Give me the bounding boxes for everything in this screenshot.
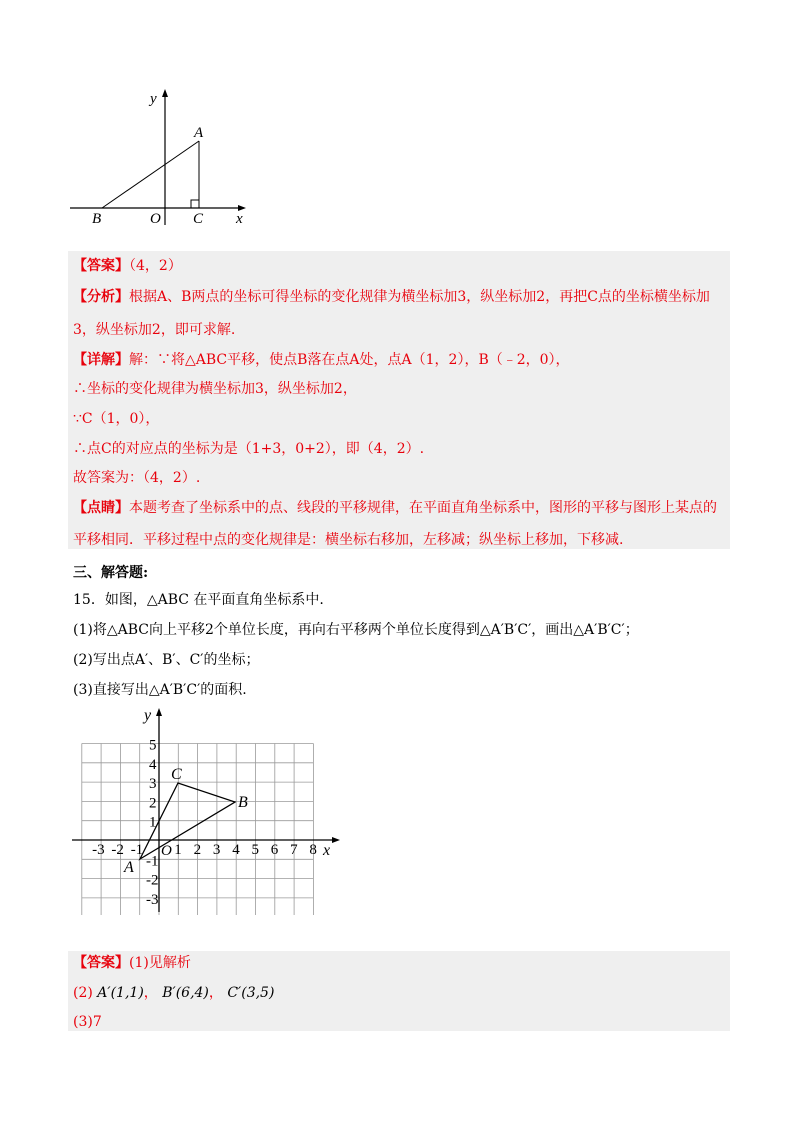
detail-tag: 【详解】 <box>73 352 129 368</box>
answer-15-point-b: B′(6,4) <box>162 985 209 1001</box>
x-tick-label: 4 <box>232 842 240 858</box>
q15-part-3: (3)直接写出△A′B′C′的面积. <box>73 682 247 698</box>
fig1-x-label: x <box>236 211 243 227</box>
detail-line-4: ∴点C的对应点的坐标为是（1+3，0+2），即（4，2）. <box>73 441 425 457</box>
detail-line-5: 故答案为：（4，2）. <box>73 470 201 486</box>
answer-14-line <box>73 256 182 276</box>
figure-2-grid-plane <box>70 700 350 915</box>
section-title: 三、解答题: <box>73 565 149 581</box>
x-tick-label: 3 <box>212 842 221 858</box>
analysis-line-1 <box>73 287 710 307</box>
fig2-x-arrow-icon <box>332 837 340 843</box>
q15-part-2: (2)写出点A′、B′、C′的坐标； <box>73 652 260 668</box>
figure-1-coordinate-diagram <box>70 85 260 230</box>
fig2-origin-label: O <box>161 843 172 859</box>
answer-15-sep-1: ， <box>143 985 158 1001</box>
detail-line-3: ∵C（1，0）， <box>73 411 160 427</box>
y-tick-label: 3 <box>149 776 157 793</box>
answer-15-line-3: (3)7 <box>73 1014 102 1030</box>
detail-line-1 <box>73 350 570 370</box>
fig1-point-c-label: C <box>193 211 204 227</box>
answer-15-tag: 【答案】 <box>73 955 129 971</box>
fig2-point-a-label: A <box>124 859 134 876</box>
comment-line-1 <box>73 498 717 518</box>
comment-line-2: 平移相同．平移过程中点的变化规律是：横坐标右移加，左移减；纵坐标上移加，下移减. <box>73 532 624 548</box>
analysis-line-2: 3，纵坐标加2，即可求解. <box>73 322 236 338</box>
x-tick-label: 5 <box>251 842 259 858</box>
answer-15-sep-2: ， <box>208 985 223 1001</box>
detail-line-2: ∴坐标的变化规律为横坐标加3，纵坐标加2， <box>73 381 357 397</box>
answer-15-point-a: A′(1,1) <box>97 985 144 1001</box>
x-tick-label: 7 <box>290 842 298 858</box>
fig2-y-label: y <box>144 707 152 724</box>
fig1-origin-label: O <box>150 211 161 227</box>
fig2-point-b-label: B <box>238 794 248 811</box>
y-tick-label: -1 <box>146 853 159 870</box>
fig2-x-label: x <box>323 842 331 859</box>
analysis-text-a: 根据A、B两点的坐标可得坐标的变化规律为横坐标加3，纵坐标加2，再把C点的坐标横坐标加 <box>129 289 710 305</box>
x-tick-label: 8 <box>309 842 317 858</box>
y-tick-label: 1 <box>149 814 157 831</box>
fig2-grid-lines <box>82 744 314 916</box>
fig1-y-arrow-icon <box>162 89 168 97</box>
answer-value: （4，2） <box>129 258 182 274</box>
y-tick-label: -2 <box>146 872 159 889</box>
x-tick-label: 2 <box>193 842 202 858</box>
detail-text-1: 解：∵将△ABC平移，使点B落在点A处，点A（1，2），B（﹣2，0）， <box>129 352 570 368</box>
y-tick-label: 4 <box>149 756 157 773</box>
y-tick-label: 5 <box>149 737 157 754</box>
x-tick-label: -2 <box>111 842 124 858</box>
fig1-point-a-label: A <box>194 125 204 141</box>
analysis-tag: 【分析】 <box>73 289 129 305</box>
fig1-point-b-label: B <box>92 211 102 227</box>
fig2-y-arrow-icon <box>156 708 162 716</box>
q15-stem: 15．如图，△ABC 在平面直角坐标系中. <box>73 592 324 608</box>
answer-tag: 【答案】 <box>73 258 129 274</box>
fig2-x-tick-labels <box>92 842 317 858</box>
x-tick-label: 6 <box>270 842 279 858</box>
answer-15-part-1: (1)见解析 <box>129 955 191 971</box>
comment-text-a: 本题考查了坐标系中的点、线段的平移规律，在平面直角坐标系中，图形的平移与图形上某点的 <box>129 500 717 516</box>
x-tick-label: -3 <box>92 842 105 858</box>
fig1-right-angle-mark <box>191 200 199 208</box>
x-tick-label: -1 <box>130 842 144 858</box>
answer-15-part-2-prefix: (2) <box>73 985 93 1001</box>
y-tick-label: -3 <box>146 891 159 908</box>
fig1-segment-ba <box>102 141 199 208</box>
answer-15-line-2 <box>73 983 274 1003</box>
fig2-point-c-label: C <box>171 766 182 783</box>
y-tick-label: 2 <box>149 795 157 812</box>
comment-tag: 【点睛】 <box>73 500 129 516</box>
answer-15-line-1 <box>73 953 191 973</box>
q15-part-1: (1)将△ABC向上平移2个单位长度，再向右平移两个单位长度得到△A′B′C′，画出△A′B′C′； <box>73 622 639 638</box>
answer-15-point-c: C′(3,5) <box>227 985 275 1001</box>
fig1-y-label: y <box>150 91 157 107</box>
x-tick-label: 1 <box>174 842 182 858</box>
